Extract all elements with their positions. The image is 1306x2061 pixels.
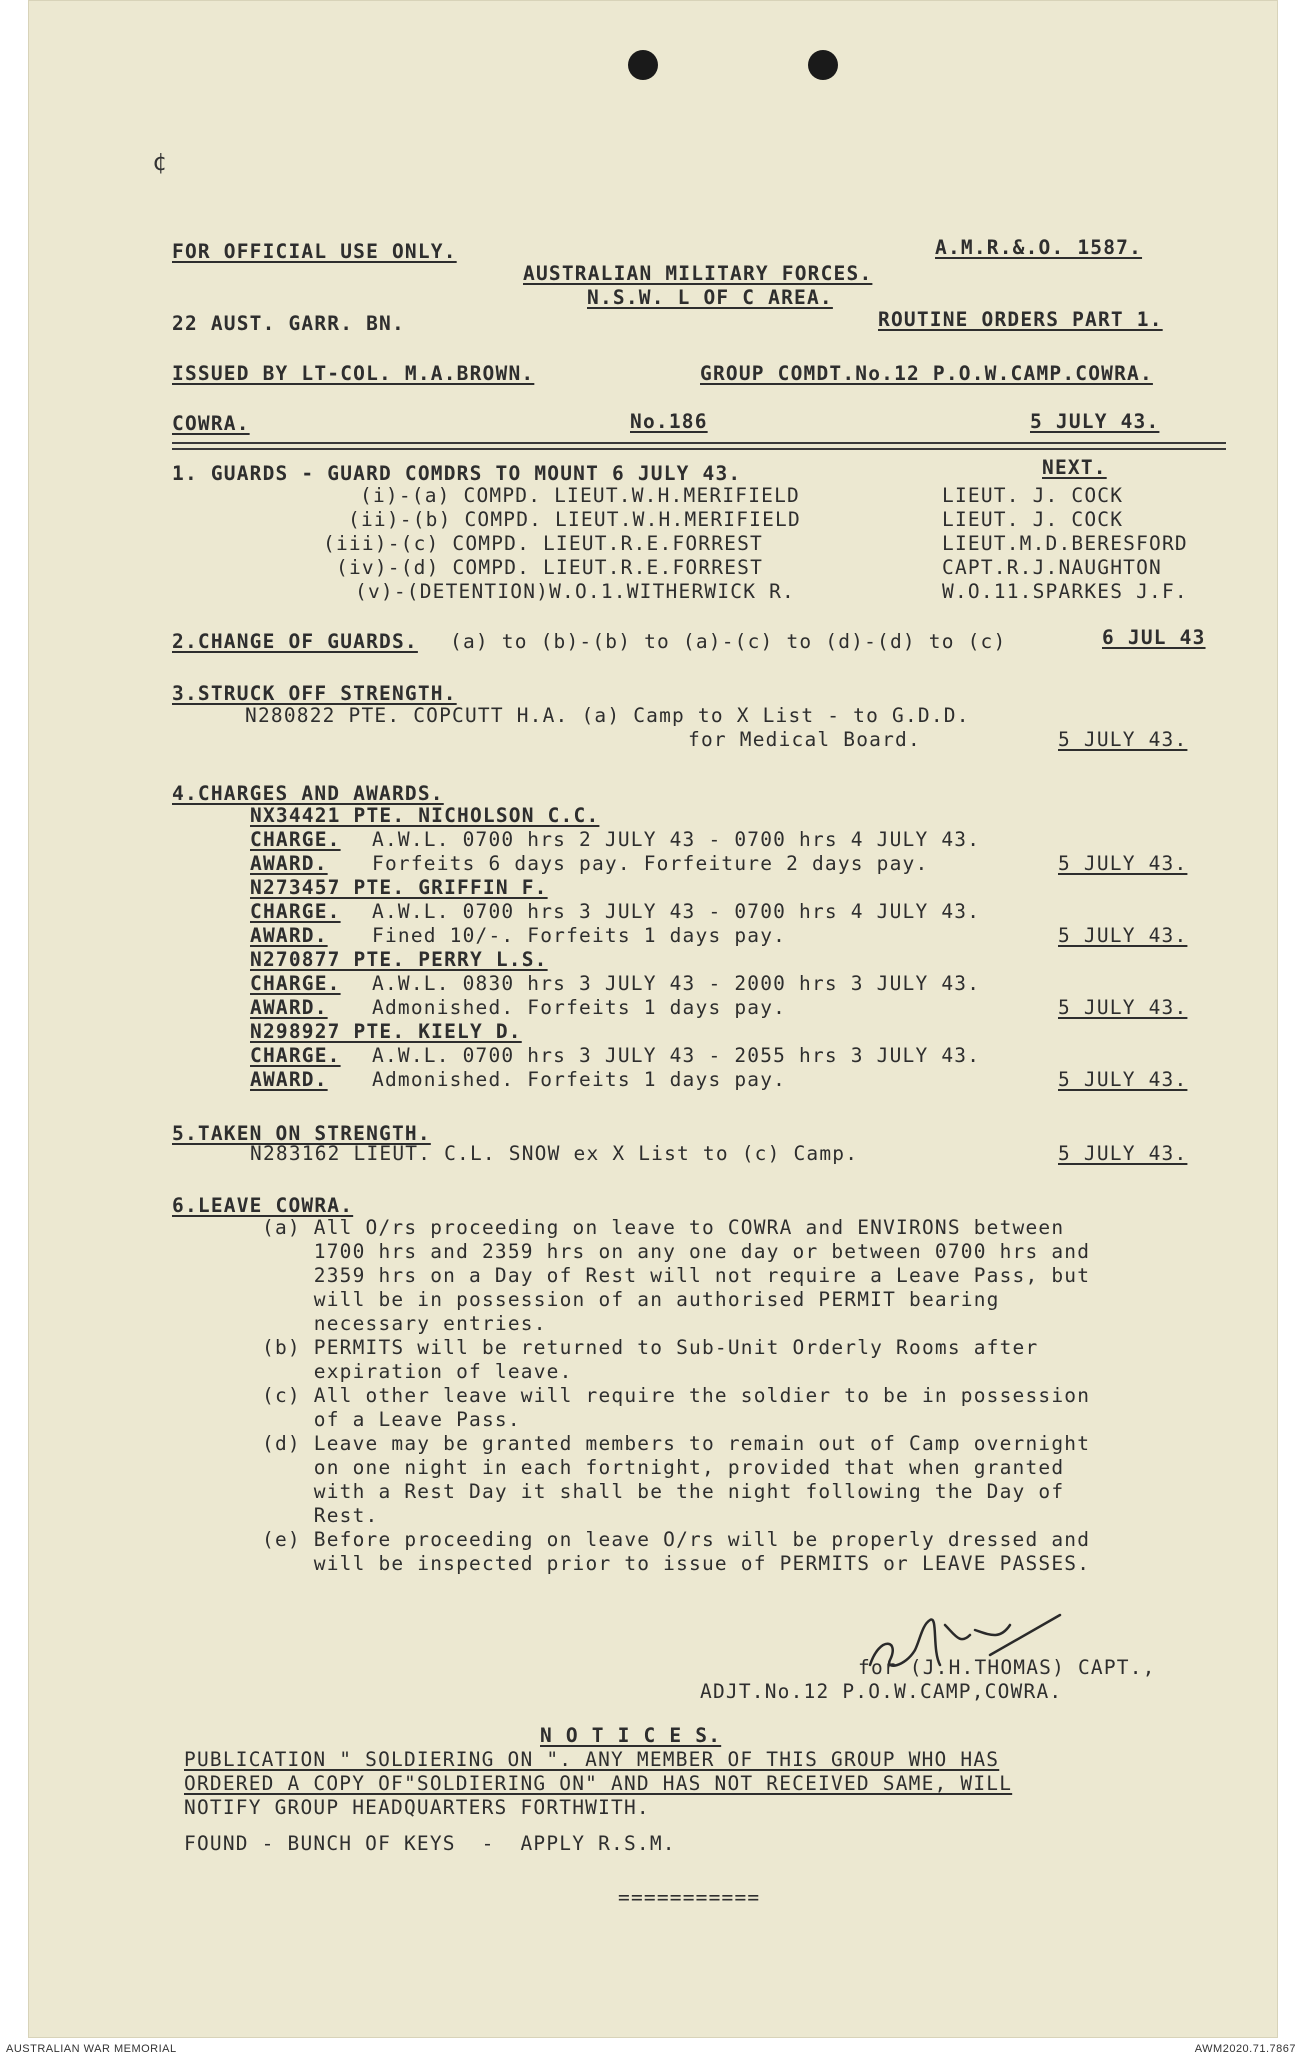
end-rule: =========== xyxy=(618,1886,761,1909)
guard-row-right: LIEUT. J. COCK xyxy=(942,484,1124,507)
issued-by-label: ISSUED BY LT-COL. M.A.BROWN. xyxy=(172,362,535,385)
punch-hole xyxy=(628,50,658,80)
award-label: AWARD. xyxy=(250,996,328,1019)
battalion-label: 22 AUST. GARR. BN. xyxy=(172,312,405,335)
award-date: 5 JULY 43. xyxy=(1058,924,1188,947)
guard-row-left: (i)-(a) COMPD. LIEUT.W.H.MERIFIELD xyxy=(360,484,800,507)
change-of-guards-date: 6 JUL 43 xyxy=(1102,626,1206,649)
struck-off-date: 5 JULY 43. xyxy=(1058,728,1188,751)
leave-line: Rest. xyxy=(262,1504,379,1527)
guard-row-right: LIEUT. J. COCK xyxy=(942,508,1124,531)
leave-line: 2359 hrs on a Day of Rest will not require a Leave Pass, but xyxy=(262,1264,1091,1287)
charge-text: A.W.L. 0700 hrs 3 JULY 43 - 0700 hrs 4 JULY 43. xyxy=(372,900,981,923)
struck-off-line: N280822 PTE. COPCUTT H.A. (a) Camp to X List - to G.D.D. xyxy=(245,704,970,727)
footer-accession-number: AWM2020.71.7867 xyxy=(1194,2043,1296,2055)
section6-heading: 6.LEAVE COWRA. xyxy=(172,1194,354,1217)
signature-line: for (J.H.THOMAS) CAPT., xyxy=(858,1656,1156,1679)
charge-label: CHARGE. xyxy=(250,1044,341,1067)
footer-source: AUSTRALIAN WAR MEMORIAL xyxy=(6,2043,177,2055)
leave-line: 1700 hrs and 2359 hrs on any one day or between 0700 hrs and xyxy=(262,1240,1091,1263)
section3-heading: 3.STRUCK OFF STRENGTH. xyxy=(172,682,457,705)
guard-row-right: W.O.11.SPARKES J.F. xyxy=(942,580,1188,603)
leave-line: (c) All other leave will require the soldier to be in possession xyxy=(262,1384,1091,1407)
amr-reference: A.M.R.&.O. 1587. xyxy=(935,236,1143,259)
award-text: Fined 10/-. Forfeits 1 days pay. xyxy=(372,924,787,947)
leave-line: with a Rest Day it shall be the night following the Day of xyxy=(262,1480,1065,1503)
leave-line: on one night in each fortnight, provided that when granted xyxy=(262,1456,1065,1479)
notice-line: PUBLICATION " SOLDIERING ON ". ANY MEMBER OF THIS GROUP WHO HAS xyxy=(184,1748,1000,1771)
guard-row-right: LIEUT.M.D.BERESFORD xyxy=(942,532,1188,555)
award-text: Admonished. Forfeits 1 days pay. xyxy=(372,996,787,1019)
soldier-line: N273457 PTE. GRIFFIN F. xyxy=(250,876,548,899)
guard-row-left: (v)-(DETENTION)W.O.1.WITHERWICK R. xyxy=(355,580,795,603)
charge-text: A.W.L. 0700 hrs 3 JULY 43 - 2055 hrs 3 JULY 43. xyxy=(372,1044,981,1067)
award-date: 5 JULY 43. xyxy=(1058,996,1188,1019)
section1-heading: 1. GUARDS - GUARD COMDRS TO MOUNT 6 JULY 43. xyxy=(172,462,742,485)
leave-line: (a) All O/rs proceeding on leave to COWRA and ENVIRONS between xyxy=(262,1216,1065,1239)
found-notice: FOUND - BUNCH OF KEYS - APPLY R.S.M. xyxy=(184,1832,676,1855)
soldier-line: N270877 PTE. PERRY L.S. xyxy=(250,948,548,971)
section5-heading: 5.TAKEN ON STRENGTH. xyxy=(172,1122,431,1145)
leave-line: will be in possession of an authorised PERMIT bearing xyxy=(262,1288,1000,1311)
area-title: N.S.W. L OF C AREA. xyxy=(587,286,833,309)
award-label: AWARD. xyxy=(250,924,328,947)
order-number: No.186 xyxy=(630,410,708,433)
charge-label: CHARGE. xyxy=(250,900,341,923)
change-of-guards-text: (a) to (b)-(b) to (a)-(c) to (d)-(d) to (c) xyxy=(450,630,1007,653)
award-label: AWARD. xyxy=(250,1068,328,1091)
award-date: 5 JULY 43. xyxy=(1058,852,1188,875)
leave-line: (d) Leave may be granted members to remain out of Camp overnight xyxy=(262,1432,1091,1455)
leave-line: will be inspected prior to issue of PERMITS or LEAVE PASSES. xyxy=(262,1552,1091,1575)
place-label: COWRA. xyxy=(172,412,250,435)
leave-line: expiration of leave. xyxy=(262,1360,573,1383)
double-rule-bottom xyxy=(172,448,1226,450)
award-text: Forfeits 6 days pay. Forfeiture 2 days pay. xyxy=(372,852,929,875)
group-comdt-label: GROUP COMDT.No.12 P.O.W.CAMP.COWRA. xyxy=(700,362,1153,385)
punch-hole xyxy=(808,50,838,80)
award-label: AWARD. xyxy=(250,852,328,875)
notice-line: NOTIFY GROUP HEADQUARTERS FORTHWITH. xyxy=(184,1796,650,1819)
double-rule-top xyxy=(172,442,1226,444)
next-label: NEXT. xyxy=(1042,456,1107,479)
taken-on-strength-line: N283162 LIEUT. C.L. SNOW ex X List to (c) Camp. xyxy=(250,1142,859,1165)
notice-line: ORDERED A COPY OF"SOLDIERING ON" AND HAS NOT RECEIVED SAME, WILL xyxy=(184,1772,1013,1795)
guard-row-right: CAPT.R.J.NAUGHTON xyxy=(942,556,1162,579)
guard-row-left: (iii)-(c) COMPD. LIEUT.R.E.FORREST xyxy=(323,532,763,555)
signature-title: ADJT.No.12 P.O.W.CAMP,COWRA. xyxy=(700,1680,1063,1703)
soldier-line: NX34421 PTE. NICHOLSON C.C. xyxy=(250,804,600,827)
forces-title: AUSTRALIAN MILITARY FORCES. xyxy=(523,262,873,285)
official-use-label: FOR OFFICIAL USE ONLY. xyxy=(172,240,457,263)
routine-orders-label: ROUTINE ORDERS PART 1. xyxy=(878,308,1163,331)
leave-line: necessary entries. xyxy=(262,1312,547,1335)
guard-row-left: (iv)-(d) COMPD. LIEUT.R.E.FORREST xyxy=(336,556,764,579)
section2-heading: 2.CHANGE OF GUARDS. xyxy=(172,630,418,653)
notices-heading: N O T I C E S. xyxy=(540,1724,722,1747)
charge-text: A.W.L. 0700 hrs 2 JULY 43 - 0700 hrs 4 JULY 43. xyxy=(372,828,981,851)
staple-mark: ¢ xyxy=(152,148,167,176)
charge-label: CHARGE. xyxy=(250,828,341,851)
leave-line: (b) PERMITS will be returned to Sub-Unit Orderly Rooms after xyxy=(262,1336,1039,1359)
taken-on-strength-date: 5 JULY 43. xyxy=(1058,1142,1188,1165)
award-text: Admonished. Forfeits 1 days pay. xyxy=(372,1068,787,1091)
section4-heading: 4.CHARGES AND AWARDS. xyxy=(172,782,444,805)
soldier-line: N298927 PTE. KIELY D. xyxy=(250,1020,522,1043)
award-date: 5 JULY 43. xyxy=(1058,1068,1188,1091)
struck-off-line: for Medical Board. xyxy=(688,728,921,751)
order-date: 5 JULY 43. xyxy=(1030,410,1160,433)
leave-line: (e) Before proceeding on leave O/rs will be properly dressed and xyxy=(262,1528,1091,1551)
charge-label: CHARGE. xyxy=(250,972,341,995)
leave-line: of a Leave Pass. xyxy=(262,1408,521,1431)
guard-row-left: (ii)-(b) COMPD. LIEUT.W.H.MERIFIELD xyxy=(348,508,801,531)
charge-text: A.W.L. 0830 hrs 3 JULY 43 - 2000 hrs 3 JULY 43. xyxy=(372,972,981,995)
